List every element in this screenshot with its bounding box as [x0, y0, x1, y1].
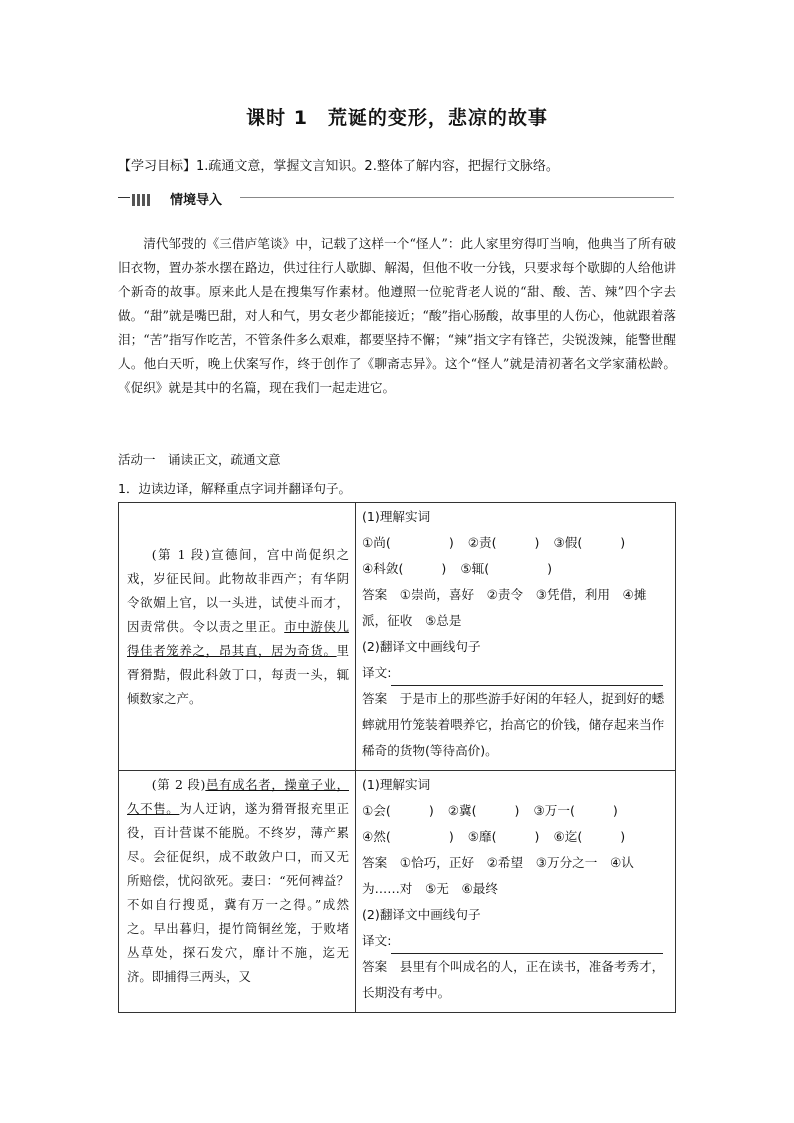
section-label: 情境导入	[170, 193, 223, 208]
vocab-item: ⑤辄(	[460, 561, 490, 576]
vocab-item: ④科敛(	[362, 561, 404, 576]
section-banner	[118, 188, 674, 208]
learning-goals-label: 【学习目标】	[118, 159, 197, 174]
banner-bars-icon	[132, 191, 152, 210]
vocab-item: ⑤靡(	[467, 829, 497, 844]
exercise-table	[118, 502, 676, 1013]
vocab-heading: (1)理解实词	[362, 777, 431, 792]
translate-heading: (2)翻译文中画线句子	[362, 907, 481, 922]
answer-cell	[356, 503, 676, 771]
underlined-sentence: 邑有成名者，操童子业，久不售。	[127, 777, 350, 816]
lesson-title: 课时 1 荒诞的变形，悲凉的故事	[246, 107, 548, 129]
vocab-answer: 答案 ①恰巧，正好 ②希望 ③万分之一 ④认为……对 ⑤无 ⑥最终	[362, 855, 634, 896]
learning-goals	[118, 155, 678, 174]
intro-paragraph: 清代邹弢的《三借庐笔谈》中，记载了这样一个“怪人”：此人家里穷得叮当响，他典当了所有破旧衣物，置办茶水摆在路边，供过往行人歇脚、解渴，但他不收一分钱，只要求每个歇脚的人给他讲个新奇的故事。原来此人是在搜集写作素材。他遵照一位驼背老人说的“甜、酸、苦、辣”四个字去做。“甜”就是嘴巴甜，对人和气，男女老少都能接近；“酸”指心肠酸，故事里的人伤心，他就跟着落泪；“苦”指写作吃苦，不管条件多么艰难，都要坚持不懈；“辣”指文字有锋芒，尖锐泼辣，能警世醒人。他白天听，晚上伏案写作，终于创作了《聊斋志异》。这个“怪人”就是清初著名文学家蒲松龄。《促织》就是其中的名篇，现在我们一起走进它。	[118, 236, 676, 395]
vocab-item: ③假(	[553, 535, 583, 550]
translate-answer: 答案 县里有个叫成名的人，正在读书，准备考秀才，长期没有考中。	[362, 959, 665, 1000]
vocab-line: ④然( ) ⑤靡( ) ⑥迄( )	[362, 829, 626, 844]
vocab-item: ②责(	[467, 535, 497, 550]
answer-blank-line	[391, 937, 663, 954]
source-text-cell	[119, 771, 356, 1013]
underlined-sentence: 市中游侠儿得佳者笼养之，昂其直，居为奇货。	[127, 619, 350, 658]
table-row	[119, 771, 676, 1013]
activity-heading: 活动一 诵读正文，疏通文意	[118, 452, 281, 467]
vocab-item: ⑥迄(	[553, 829, 583, 844]
source-text-cell	[119, 503, 356, 771]
vocab-line: ④科敛( ) ⑤辄( )	[362, 561, 553, 576]
vocab-item: ③万一(	[533, 803, 575, 818]
vocab-line: ①尚( ) ②责( ) ③假( )	[362, 535, 626, 550]
source-text: (第 2 段)邑有成名者，操童子业，久不售。为人迂讷，遂为猾胥报充里正役，百计营谋不能脱。不终岁，薄产累尽。会征促织，成不敢敛户口，而又无所赔偿，忧闷欲死。妻曰：“死何裨益？不如自行搜觅，冀有万一之得。”成然之。早出暮归，提竹筒铜丝笼，于败堵丛草处，探石发穴，靡计不施，迄无济。即捕得三两头，又	[127, 777, 350, 984]
vocab-item: ②冀(	[447, 803, 477, 818]
source-text: (第 1 段)宣德间，宫中尚促织之戏，岁征民间。此物故非西产；有华阴令欲媚上官，以一头进，试使斗而才，因责常供。令以责之里正。市中游侠儿得佳者笼养之，昂其直，居为奇货。里胥猾黠，假此科敛丁口，每责一头，辄倾数家之产。	[127, 547, 350, 706]
vocab-item: ④然(	[362, 829, 391, 844]
vocab-item: ①会(	[362, 803, 391, 818]
answer-cell	[356, 771, 676, 1013]
learning-goals-text: 1.疏通文意，掌握文言知识。2.整体了解内容，把握行文脉络。	[196, 159, 559, 174]
answer-blank-line	[391, 669, 663, 686]
vocab-item: ①尚(	[362, 535, 391, 550]
translate-field: 译文:	[362, 928, 669, 954]
banner-dash	[118, 197, 130, 198]
vocab-heading: (1)理解实词	[362, 509, 431, 524]
vocab-line: ①会( ) ②冀( ) ③万一( )	[362, 803, 618, 818]
translate-field: 译文:	[362, 660, 669, 686]
banner-rule	[240, 197, 674, 198]
translate-heading: (2)翻译文中画线句子	[362, 639, 481, 654]
translate-answer: 答案 于是市上的那些游手好闲的年轻人，捉到好的蟋蟀就用竹笼装着喂养它，抬高它的价钱，储存起来当作稀奇的货物(等待高价)。	[362, 691, 665, 758]
task-instruction: 1．边读边译，解释重点字词并翻译句子。	[118, 481, 351, 496]
table-row	[119, 503, 676, 771]
vocab-answer: 答案 ①崇尚，喜好 ②责令 ③凭借，利用 ④摊派，征收 ⑤总是	[362, 587, 647, 628]
